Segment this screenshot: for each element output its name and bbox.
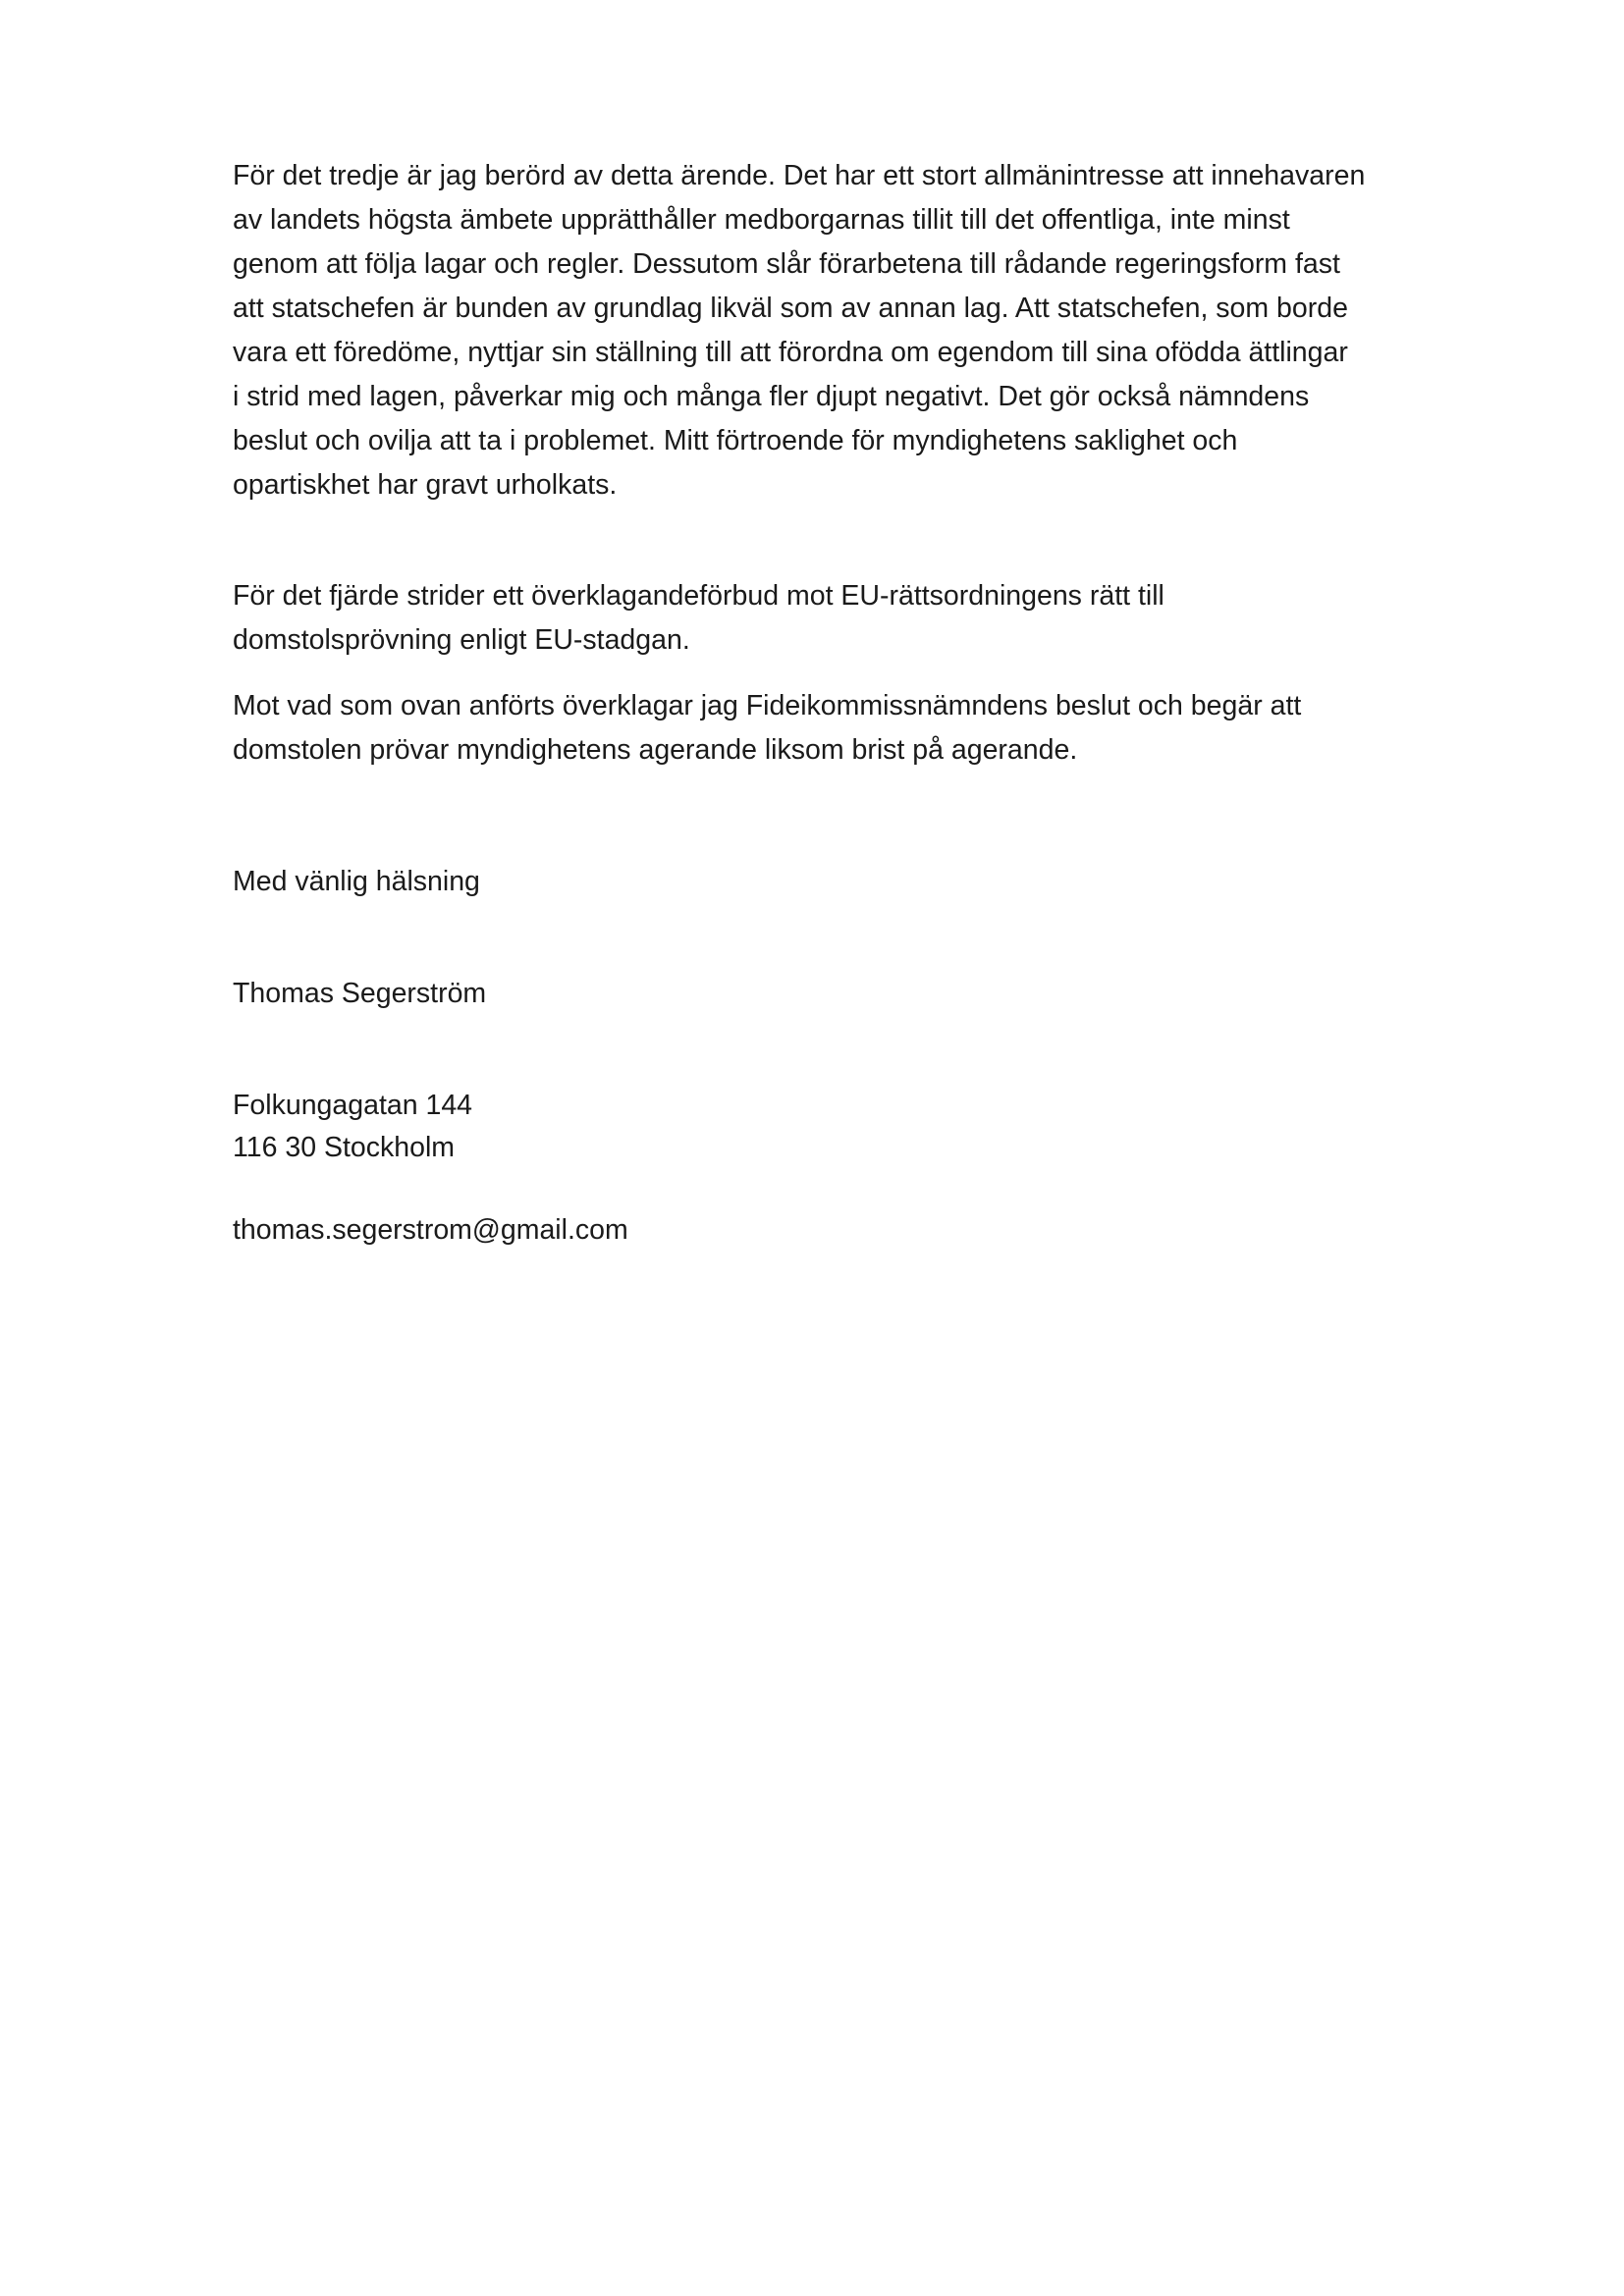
paragraph-1-line: För det tredje är jag berörd av detta ärende. Det har ett stort allmänintresse att innehavaren <box>233 160 1366 191</box>
paragraph-1-line: opartiskhet har gravt urholkats. <box>233 469 618 501</box>
paragraph-1-line: vara ett föredöme, nyttjar sin ställning till att förordna om egendom till sina ofödda ättlingar <box>233 337 1348 368</box>
paragraph-3-line: Mot vad som ovan anförts överklagar jag Fideikommissnämndens beslut och begär att <box>233 690 1302 721</box>
signature-name: Thomas Segerström <box>233 978 487 1009</box>
address-street: Folkungagatan 144 <box>233 1090 473 1121</box>
paragraph-1-line: genom att följa lagar och regler. Dessutom slår förarbetena till rådande regeringsform fast <box>233 248 1340 280</box>
address-city: 116 30 Stockholm <box>233 1132 456 1163</box>
paragraph-2-line: För det fjärde strider ett överklagandeförbud mot EU-rättsordningens rätt till <box>233 580 1164 612</box>
paragraph-3-line: domstolen prövar myndighetens agerande liksom brist på agerande. <box>233 734 1078 766</box>
paragraph-1-line: av landets högsta ämbete upprätthåller medborgarnas tillit till det offentliga, inte minst <box>233 204 1290 236</box>
paragraph-2-line: domstolsprövning enligt EU-stadgan. <box>233 624 690 656</box>
email-address: thomas.segerstrom@gmail.com <box>233 1214 628 1246</box>
paragraph-1-line: att statschefen är bunden av grundlag likväl som av annan lag. Att statschefen, som borde <box>233 293 1348 324</box>
paragraph-1-line: beslut och ovilja att ta i problemet. Mitt förtroende för myndighetens saklighet och <box>233 425 1238 456</box>
paragraph-1-line: i strid med lagen, påverkar mig och många fler djupt negativt. Det gör också nämndens <box>233 381 1310 412</box>
closing-salutation: Med vänlig hälsning <box>233 866 480 897</box>
